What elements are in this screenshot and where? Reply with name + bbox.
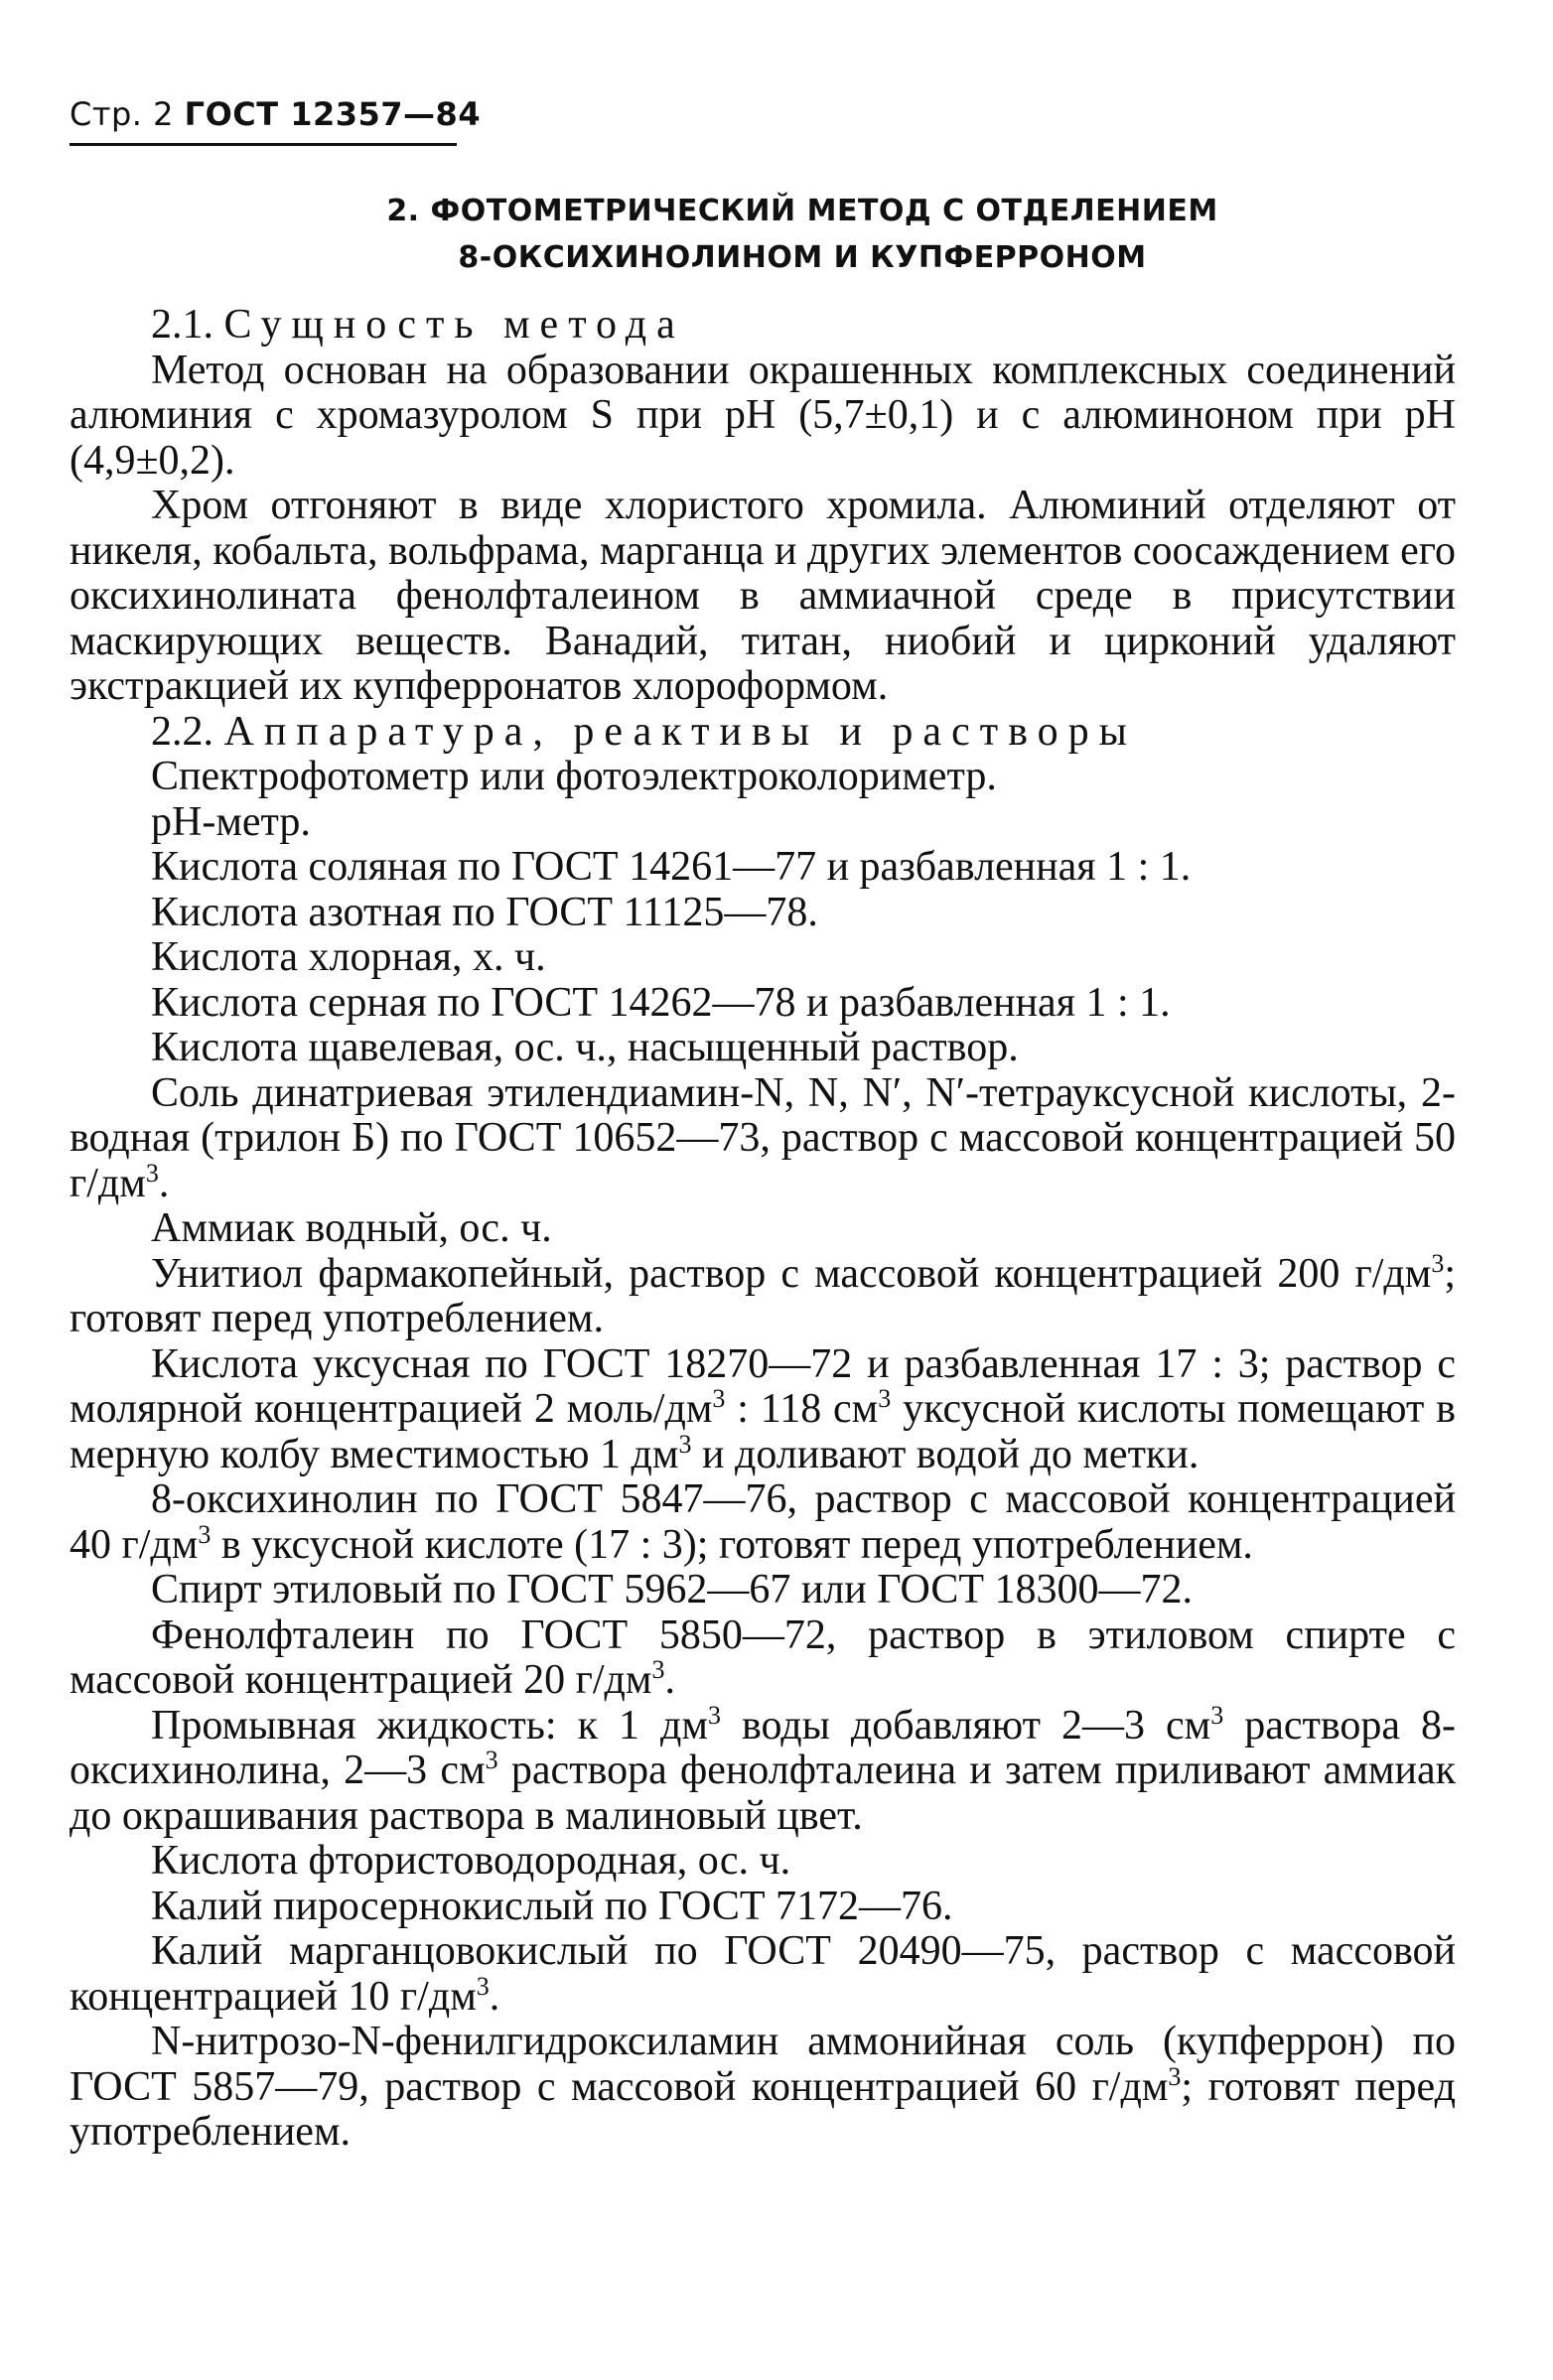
reagent-item: Калий пиросернокислый по ГОСТ 7172—76. <box>151 1883 953 1929</box>
document-body <box>70 303 1456 2156</box>
reagent-text: раствора 8-оксихинолина, 2—3 см <box>70 1702 1457 1793</box>
subsection-2-1-heading <box>70 303 1456 349</box>
paragraph-method-basis: Метод основан на образовании окрашенных комплексных соединений алюминия с хромазуролом S при pH (5,7±0,1) и с алюминоном при pH (4,9±0,2). <box>70 347 1456 484</box>
subsection-title: Аппаратура, реактивы и растворы <box>223 708 1137 755</box>
reagent-item: Кислота хлорная, х. ч. <box>151 934 546 980</box>
reagent-item: Спектрофотометр или фотоэлектроколориметр. <box>151 754 997 799</box>
reagent-text: ; готовят перед употреблением. <box>70 2063 1456 2155</box>
reagent-text: и доливают водой до метки. <box>691 1431 1200 1477</box>
reagent-item: Кислота азотная по ГОСТ 11125—78. <box>151 889 818 935</box>
reagent-text: N-нитрозо-N-фенилгидроксиламин аммонийная соль (купферрон) по ГОСТ 5857—79, раствор с массовой концентрацией 60 г/дм <box>70 2019 1456 2110</box>
reagent-text: воды добавляют 2—3 см <box>720 1702 1211 1749</box>
reagent-text: . <box>664 1657 676 1703</box>
section-title-line-2: 8-ОКСИХИНОЛИНОМ И КУПФЕРРОНОМ <box>458 240 1147 275</box>
running-header <box>70 95 482 146</box>
reagent-item <box>70 2020 1456 2156</box>
reagent-item: Спирт этиловый по ГОСТ 5962—67 или ГОСТ 18300—72. <box>151 1567 1193 1612</box>
section-title-line-1: 2. ФОТОМЕТРИЧЕСКИЙ МЕТОД С ОТДЕЛЕНИЕМ <box>386 194 1218 228</box>
standard-number: ГОСТ 12357—84 <box>184 95 482 133</box>
superscript: 3 <box>1431 1248 1445 1278</box>
reagent-item: Кислота соляная по ГОСТ 14261—77 и разбавленная 1 : 1. <box>151 844 1192 890</box>
superscript: 3 <box>878 1384 892 1413</box>
reagent-item: Кислота серная по ГОСТ 14262—78 и разбавленная 1 : 1. <box>151 979 1171 1026</box>
reagent-item <box>70 1700 1457 1840</box>
reagent-item <box>70 1929 1456 2020</box>
reagent-text: в уксусной кислоте (17 : 3); готовят перед употреблением. <box>211 1521 1253 1568</box>
reagent-item <box>70 1613 1456 1704</box>
reagent-text: Соль динатриевая этилендиамин-N, N, N′, N′-тетрауксусной кислоты, 2-водная (трилон Б) по ГОСТ 10652—73, раствор с массовой концентрацией 50 г/дм <box>70 1069 1456 1206</box>
reagent-item <box>70 1342 1456 1478</box>
reagent-text: . <box>489 1973 500 2020</box>
subsection-number: 2.2. <box>151 708 213 755</box>
reagent-item: Аммиак водный, ос. ч. <box>151 1205 552 1251</box>
reagent-item: pH-метр. <box>151 798 311 845</box>
superscript: 3 <box>707 1700 721 1730</box>
reagent-text: раствора фенолфталеина и затем приливают аммиак до окрашивания раствора в малиновый цвет. <box>70 1748 1456 1839</box>
subsection-title: Сущность метода <box>223 302 685 348</box>
reagent-item: Кислота фтористоводородная, ос. ч. <box>151 1838 791 1884</box>
reagent-item <box>70 1477 1456 1568</box>
superscript: 3 <box>651 1655 665 1684</box>
reagent-text: . <box>158 1160 170 1206</box>
reagent-text: Унитиол фармакопейный, раствор с массовой концентрацией 200 г/дм <box>151 1250 1432 1297</box>
reagent-text: Калий марганцовокислый по ГОСТ 20490—75, раствор с массовой концентрацией 10 г/дм <box>70 1928 1456 2020</box>
superscript: 3 <box>1168 2061 1182 2091</box>
superscript: 3 <box>476 1971 490 2001</box>
superscript: 3 <box>678 1429 692 1459</box>
reagent-text: 8-оксихинолин по ГОСТ 5847—76, раствор с массовой концентрацией 40 г/дм <box>70 1476 1456 1568</box>
page-label: Стр. 2 <box>70 95 174 133</box>
superscript: 3 <box>712 1384 726 1413</box>
reagent-text: Промывная жидкость: к 1 дм <box>151 1702 708 1749</box>
document-page <box>70 95 1456 2156</box>
subsection-number: 2.1. <box>151 302 213 348</box>
paragraph-separation: Хром отгоняют в виде хлористого хромила. Алюминий отделяют от никеля, кобальта, вольфрама, марганца и других элементов соосаждением его оксихинолината фенолфталеином в аммиачной среде в присутствии маскирующих веществ. Ванадий, титан, ниобий и цирконий удаляют экстракцией их купферронатов хлороформом. <box>70 483 1456 709</box>
superscript: 3 <box>1210 1700 1224 1730</box>
reagent-item <box>70 1248 1456 1342</box>
reagent-item <box>70 1071 1456 1207</box>
superscript: 3 <box>485 1746 498 1774</box>
reagent-item: Кислота щавелевая, ос. ч., насыщенный раствор. <box>151 1025 1019 1070</box>
superscript: 3 <box>198 1519 212 1549</box>
reagent-text: : 118 см <box>725 1386 879 1432</box>
reagent-text: ; готовят перед употреблением. <box>70 1250 1456 1341</box>
section-title <box>70 188 1456 281</box>
subsection-2-2-heading <box>70 710 1456 756</box>
reagent-text: Кислота уксусная по ГОСТ 18270—72 и разбавленная 17 : 3; раствор с молярной концентрацией 2 моль/дм <box>70 1340 1456 1432</box>
reagent-text: Фенолфталеин по ГОСТ 5850—72, раствор в этиловом спирте с массовой концентрацией 20 г/дм <box>70 1611 1456 1703</box>
superscript: 3 <box>145 1158 159 1188</box>
reagent-text: уксусной кислоты помещают в мерную колбу вместимостью 1 дм <box>70 1386 1456 1477</box>
